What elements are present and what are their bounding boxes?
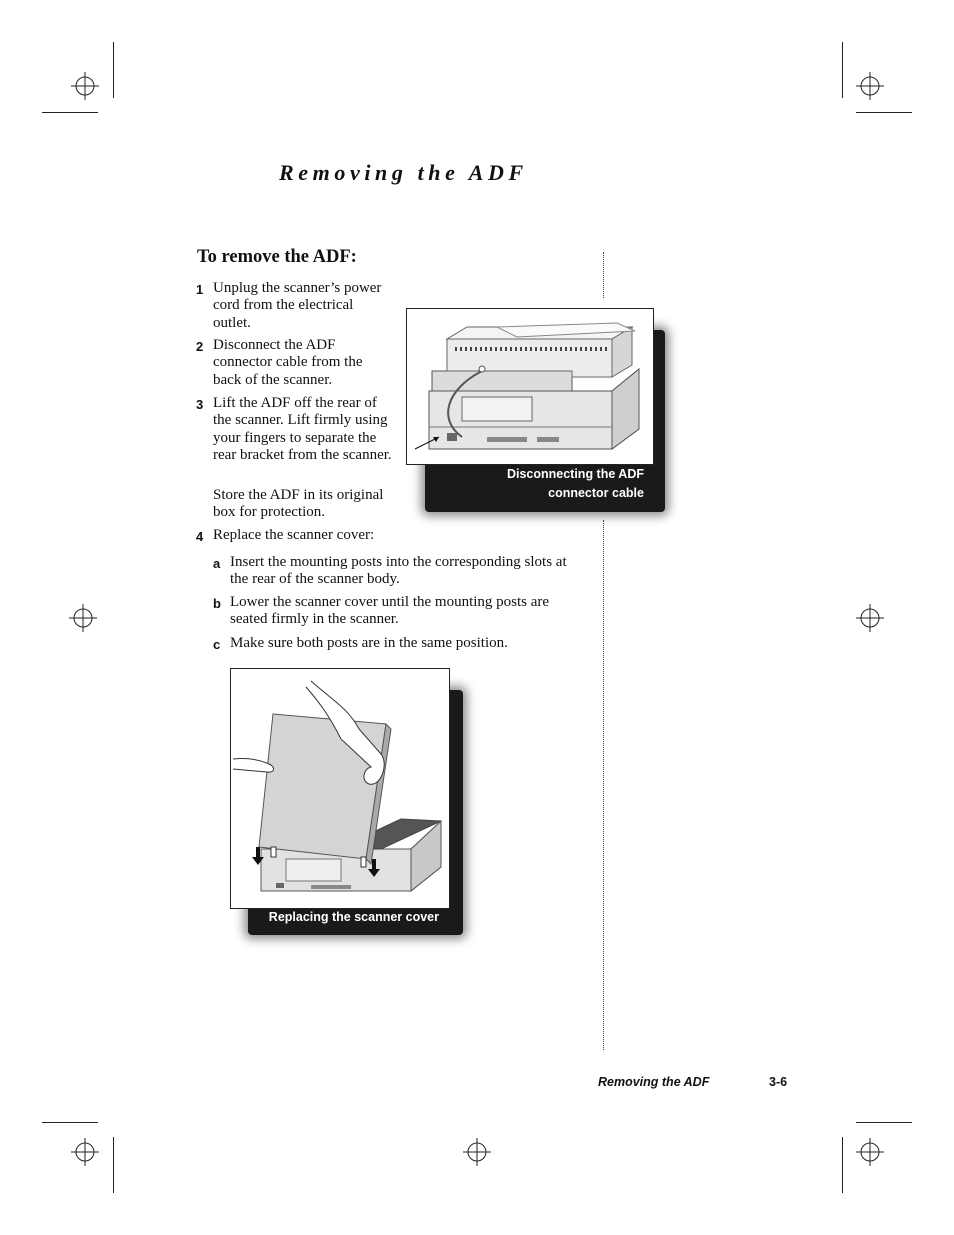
step-text: Disconnect the ADF connector cable from the back of the scanner.	[213, 337, 363, 388]
cover-figure	[230, 668, 450, 909]
step-text: Lift the ADF off the rear of the scanner. Lift firmly using your fingers to separate the rear bracket from the scanner.	[213, 395, 392, 463]
margin-rule	[603, 520, 604, 1050]
crop-mark	[856, 1122, 912, 1123]
adf-figure-caption	[440, 465, 644, 503]
registration-mark-icon	[71, 72, 99, 100]
substep-letter: b	[213, 596, 221, 611]
crop-mark	[113, 42, 114, 98]
page-number: 3-6	[769, 1075, 788, 1089]
step-number: 4	[196, 529, 204, 544]
procedure-heading: To remove the ADF:	[197, 247, 357, 267]
crop-mark	[42, 1122, 98, 1123]
registration-mark-icon	[71, 1138, 99, 1166]
registration-mark-icon	[856, 604, 884, 632]
crop-mark	[842, 42, 843, 98]
step-text: Replace the scanner cover:	[213, 527, 375, 543]
substep-letter: a	[213, 556, 221, 571]
section-title: Removing the ADF	[279, 160, 528, 185]
adf-figure	[406, 308, 654, 465]
substep-letter: c	[213, 637, 221, 652]
caption-line: connector cable	[548, 486, 644, 500]
step-text: Unplug the scanner’s power cord from the electrical outlet.	[213, 280, 382, 331]
registration-mark-icon	[463, 1138, 491, 1166]
cover-figure-caption: Replacing the scanner cover	[268, 910, 439, 924]
registration-mark-icon	[856, 1138, 884, 1166]
caption-line: Disconnecting the ADF	[506, 467, 644, 481]
crop-mark	[113, 1137, 114, 1193]
step-note: Store the ADF in its original box for protection.	[213, 487, 384, 521]
registration-mark-icon	[856, 72, 884, 100]
registration-mark-icon	[69, 604, 97, 632]
substep-text: Make sure both posts are in the same position.	[230, 635, 508, 651]
margin-rule	[603, 252, 604, 298]
step-number: 1	[196, 282, 204, 297]
crop-mark	[42, 112, 98, 113]
scanner-with-adf-illustration	[407, 309, 653, 464]
substep-text: Insert the mounting posts into the corresponding slots at the rear of the scanner body.	[230, 554, 567, 588]
footer-title: Removing the ADF	[598, 1075, 710, 1089]
crop-mark	[842, 1137, 843, 1193]
substep-text: Lower the scanner cover until the mounting posts are seated firmly in the scanner.	[230, 594, 550, 628]
crop-mark	[856, 112, 912, 113]
step-number: 3	[196, 397, 204, 412]
scanner-cover-illustration	[231, 669, 449, 908]
step-number: 2	[196, 339, 204, 354]
